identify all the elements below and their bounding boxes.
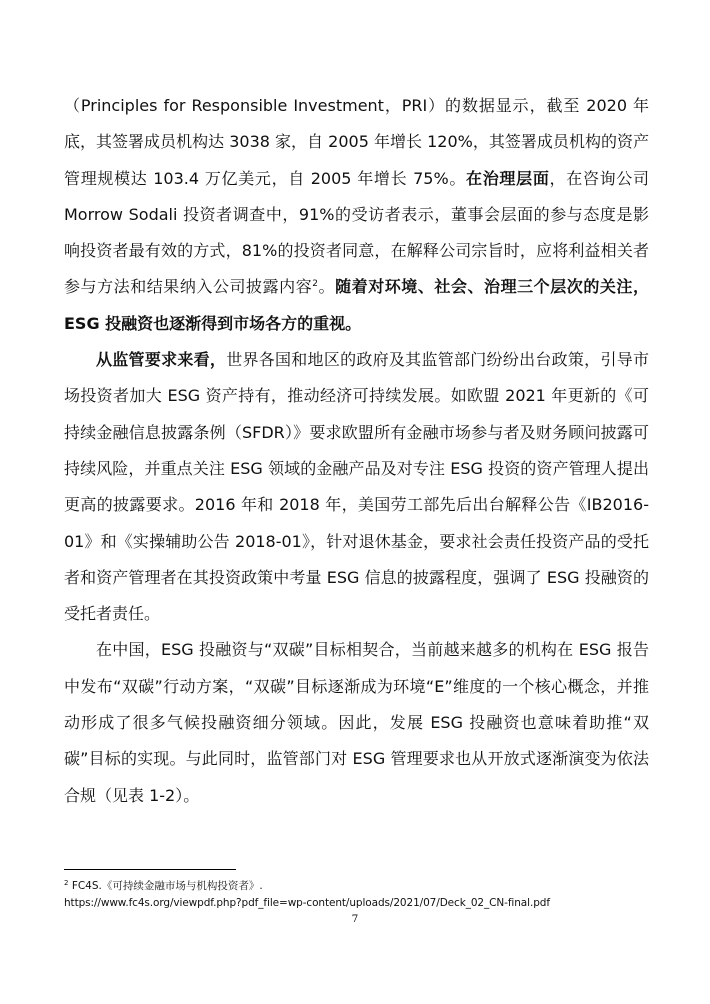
footnote-marker: 2 bbox=[64, 879, 69, 887]
paragraph-1-period: 。 bbox=[317, 277, 336, 297]
paragraph-3: 在中国，ESG 投融资与“双碳”目标相契合，当前越来越多的机构在 ESG 报告中发布“双碳”行动方案，“双碳”目标逐渐成为环境“E”维度的一个核心概念，并推动形成了很多气候投融资细分领域。因此，发展 ESG 投融资也意味着助推“双碳”目标的实现。与此同时，监管部门对 ESG 管理要求也从开放式逐渐演变为依法合规（见表 1-2）。 bbox=[64, 640, 649, 805]
paragraph-2-bold-heading: 从监管要求来看， bbox=[96, 350, 227, 370]
footnote-reference[interactable]: 2 bbox=[312, 279, 318, 290]
paragraph-1 bbox=[64, 88, 649, 342]
footnote bbox=[64, 878, 664, 912]
paragraph-2-text: 世界各国和地区的政府及其监管部门纷纷出台政策，引导市场投资者加大 ESG 资产持有，推动经济可持续发展。如欧盟 2021 年更新的《可持续金融信息披露条例（SFDR）》要求欧盟所有金融市场参与者及财务顾问披露可持续风险，并重点关注 ESG 领域的金融产品及对专注 ESG 投资的资产管理人提出更高的披露要求。2016 年和 2018 年，美国劳工部先后出台解释公告《IB2016-01》和《实操辅助公告 2018-01》，针对退休基金，要求社会责任投资产品的受托者和资产管理者在其投资政策中考量 ESG 信息的披露程度，强调了 ESG 投融资的受托者责任。 bbox=[64, 350, 649, 624]
paragraph-1-bold-conclusion: 随着对环境、社会、治理三个层次的关注，ESG 投融资也逐渐得到市场各方的重视。 bbox=[64, 277, 649, 333]
paragraph-2 bbox=[64, 342, 649, 632]
paragraph-1-bold-heading: 在治理层面 bbox=[466, 168, 550, 188]
page-number: 7 bbox=[351, 913, 359, 925]
body-text bbox=[64, 88, 649, 814]
footnote-url-link[interactable]: https://www.fc4s.org/viewpdf.php?pdf_file=wp-content/uploads/2021/07/Deck_02_CN-final.pdf bbox=[64, 897, 550, 909]
footnote-separator bbox=[64, 869, 236, 870]
paragraph-1-text: （Principles for Responsible Investment，PRI）的数据显示，截至 2020 年底，其签署成员机构达 3038 家，自 2005 年增长 120%，其签署成员机构的资产管理规模达 103.4 万亿美元，自 2005 年增长 75%。 bbox=[64, 96, 649, 188]
footnote-source-line bbox=[64, 878, 664, 895]
footnote-source: FC4S.《可持续金融市场与机构投资者》. bbox=[71, 880, 263, 892]
paragraph-1-text-cont: ，在咨询公司 Morrow Sodali 投资者调查中，91%的受访者表示，董事会层面的参与态度是影响投资者最有效的方式，81%的投资者同意，在解释公司宗旨时，应将利益相关者参与方法和结果纳入公司披露内容 bbox=[64, 168, 649, 297]
